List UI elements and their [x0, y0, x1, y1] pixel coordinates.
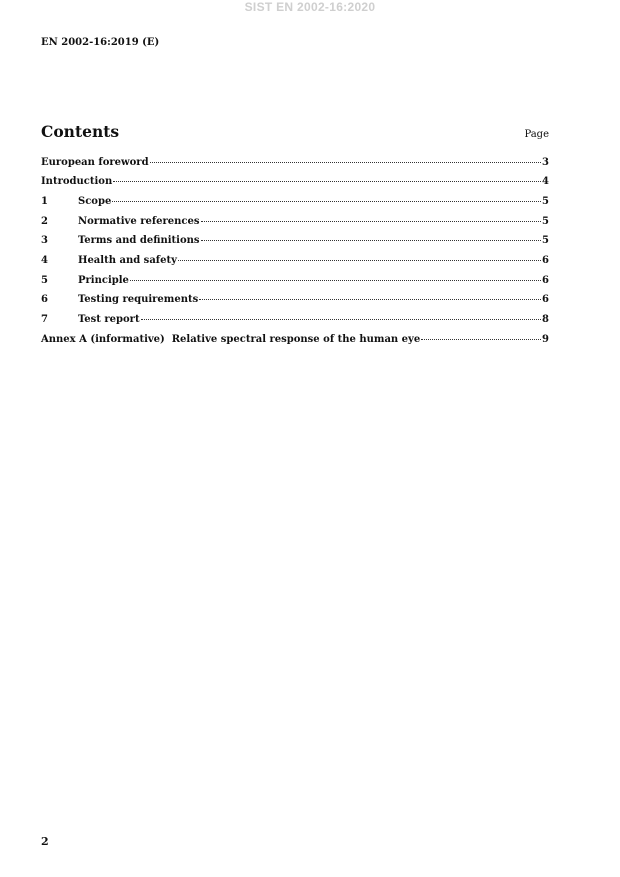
toc-entry-number: 3: [41, 235, 48, 247]
toc-entry-page: 5: [542, 235, 549, 247]
toc-entry-label: European foreword: [41, 156, 149, 168]
toc-entry-page: 4: [542, 176, 549, 188]
toc-entry-number: 7: [41, 314, 48, 325]
toc-leader-dots: [112, 193, 541, 202]
toc-entry-annex-a[interactable]: [41, 333, 549, 353]
toc-entry-page: 3: [542, 156, 549, 168]
toc-entry-page: 6: [542, 254, 549, 266]
toc-leader-dots: [130, 272, 541, 281]
toc-entry-label: Annex A (informative) Relative spectral response of the human eye: [41, 333, 421, 345]
page-number: 2: [41, 835, 49, 848]
toc-entry-page: 5: [542, 195, 549, 207]
toc-entry-label: Normative references: [78, 215, 200, 227]
document-id: EN 2002-16:2019 (E): [41, 37, 160, 48]
toc-entry-label: Testing requirements: [78, 294, 199, 306]
toc-leader-dots: [178, 252, 541, 261]
toc-entry-page: 6: [542, 274, 549, 286]
toc-leader-dots: [141, 312, 541, 321]
toc-leader-dots: [201, 233, 542, 242]
toc-entry-number: 5: [41, 274, 48, 286]
toc-leader-dots: [421, 331, 541, 340]
toc-entry-number: 2: [41, 215, 48, 227]
toc-entry-number: 6: [41, 294, 48, 306]
toc-entry-label: Terms and definitions: [78, 235, 200, 247]
toc-entry-label: Test report: [78, 314, 140, 325]
table-of-contents: [41, 156, 549, 353]
toc-entry-page: 6: [542, 294, 549, 306]
toc-entry-page: 5: [542, 215, 549, 227]
toc-leader-dots: [201, 213, 542, 222]
toc-title: Contents: [41, 122, 120, 141]
toc-entry-label: Health and safety: [78, 254, 177, 266]
toc-entry-number: 1: [41, 195, 48, 207]
toc-entry-page: 9: [542, 333, 549, 345]
toc-entry-page: 8: [542, 314, 549, 325]
toc-leader-dots: [199, 292, 541, 301]
toc-entry-label: Scope: [78, 195, 112, 207]
toc-entry-label: Principle: [78, 274, 129, 286]
toc-leader-dots: [113, 174, 541, 183]
toc-entry-label: Introduction: [41, 176, 113, 188]
toc-header: [41, 122, 549, 141]
watermark: SIST EN 2002-16:2020: [244, 0, 376, 14]
toc-entry-number: 4: [41, 254, 48, 266]
toc-page-column-label: Page: [524, 129, 549, 140]
toc-leader-dots: [150, 154, 541, 163]
